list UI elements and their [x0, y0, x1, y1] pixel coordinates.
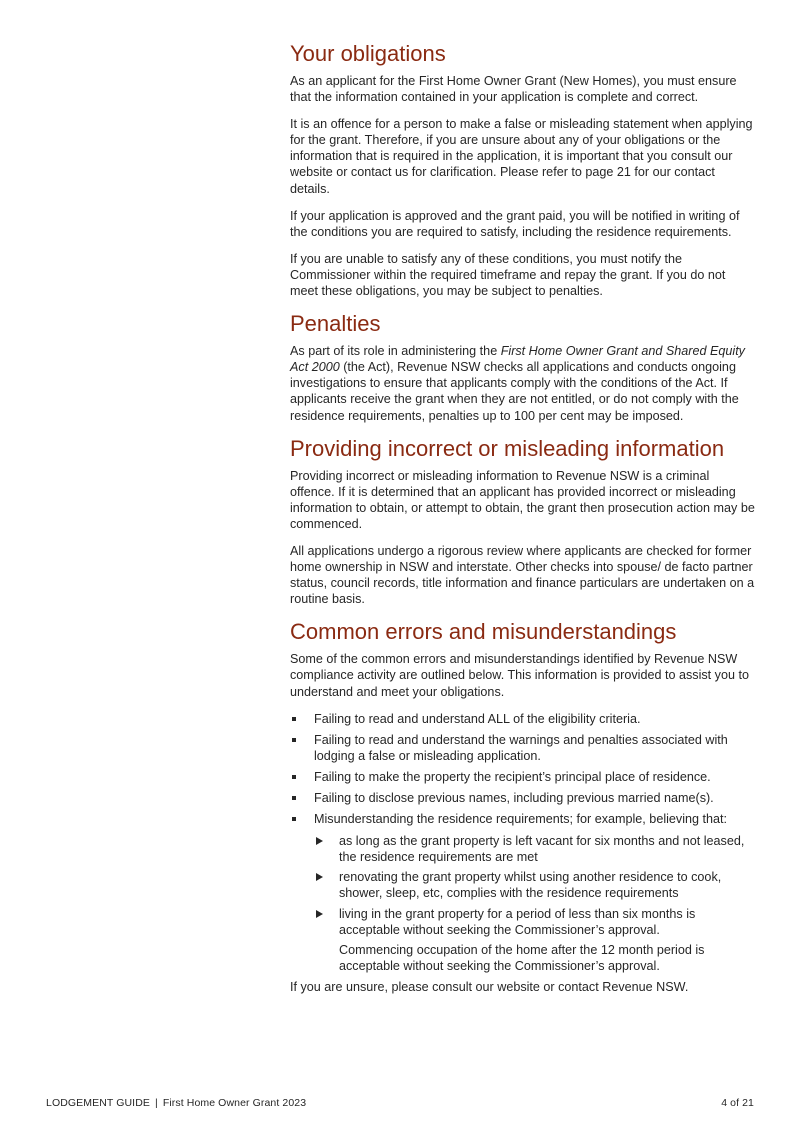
sub-list-item: [314, 833, 756, 865]
obligations-paragraph-3: If your application is approved and the grant paid, you will be notified in writing of the conditions you are required to satisfy, including the residence requirements.: [290, 208, 740, 239]
square-bullet-icon: [292, 775, 296, 779]
list-item: [290, 732, 756, 764]
list-item-text: Failing to make the property the recipient’s principal place of residence.: [314, 769, 711, 784]
heading-obligations: Your obligations: [290, 41, 446, 66]
square-bullet-icon: [292, 738, 296, 742]
list-item-text: Failing to disclose previous names, including previous married name(s).: [314, 791, 714, 805]
footer-separator: |: [155, 1097, 158, 1109]
section-errors: [290, 618, 756, 995]
sub-list-item-text: renovating the grant property whilst using another residence to cook, shower, sleep, etc, complies with the residence requirements: [339, 870, 722, 901]
square-bullet-icon: [292, 717, 296, 721]
obligations-paragraph-2: It is an offence for a person to make a false or misleading statement when applying for the grant. Therefore, if you are unsure about any of your obligations or the information that is required in the application, it is important that you consult our website or contact us for clarification. Please refer to page 21 for our contact details.: [290, 117, 753, 196]
sub-list-item: [314, 869, 756, 901]
closing-note: If you are unsure, please consult our website or contact Revenue NSW.: [290, 979, 689, 994]
footer-guide-label: LODGEMENT GUIDE: [46, 1097, 150, 1109]
act-name: First Home Owner Grant and Shared Equity Act 2000: [290, 344, 745, 375]
obligations-paragraph-4: If you are unable to satisfy any of these conditions, you must notify the Commissioner within the required timeframe and repay the grant. If you do not meet these obligations, you may be subject to penalties.: [290, 251, 726, 299]
list-item-text: Misunderstanding the residence requirements; for example, believing that:: [314, 812, 728, 827]
heading-penalties: Penalties: [290, 311, 381, 337]
errors-list: [290, 711, 756, 974]
triangle-bullet-icon: [316, 837, 323, 845]
list-item: [290, 811, 756, 974]
page-number: 4 of 21: [721, 1097, 754, 1109]
section-penalties: [290, 310, 756, 423]
obligations-paragraph-1: As an applicant for the First Home Owner Grant (New Homes), you must ensure that the information contained in your application is complete and correct.: [290, 74, 737, 105]
residence-misunderstandings-list: [314, 833, 756, 938]
list-item: [290, 769, 756, 785]
square-bullet-icon: [292, 796, 296, 800]
sub-list-item-text: as long as the grant property is left vacant for six months and not leased, the residence requirements are met: [339, 834, 745, 865]
triangle-bullet-icon: [316, 873, 323, 881]
heading-misleading: Providing incorrect or misleading information: [290, 435, 725, 461]
list-item-text: Failing to read and understand the warnings and penalties associated with lodging a false or misleading application.: [314, 732, 728, 763]
list-item: [290, 790, 756, 806]
errors-intro: Some of the common errors and misunderstandings identified by Revenue NSW compliance activity are outlined below. This information is provided to assist you to understand and meet your obligations.: [290, 652, 749, 699]
section-misleading: [290, 435, 756, 608]
triangle-bullet-icon: [316, 910, 323, 918]
misleading-paragraph-1: Providing incorrect or misleading information to Revenue NSW is a criminal offence. If it is determined that an applicant has provided incorrect or misleading information to obtain, or attempt to obtain, the grant then prosecution action may be commenced.: [290, 468, 755, 531]
footer-title: [46, 1097, 306, 1109]
penalties-text-end: (the Act), Revenue NSW checks all applications and conducts ongoing investigations to ensure that applicants comply with the conditions of the Act. If applicants receive the grant when they are not entitled, or do not comply with the residence requirements, penalties up to 100 per cent may be imposed.: [290, 360, 739, 423]
misleading-paragraph-2: All applications undergo a rigorous review where applicants are checked for former home ownership in NSW and interstate. Other checks into spouse/ de facto partner status, council records, title information and finance particulars are undertaken on a routine basis.: [290, 543, 755, 607]
sub-list-item-text: living in the grant property for a period of less than six months is acceptable without seeking the Commissioner’s approval.: [339, 906, 696, 937]
page-content: [290, 40, 756, 1006]
list-item-text: Failing to read and understand ALL of the eligibility criteria.: [314, 711, 641, 726]
square-bullet-icon: [292, 817, 296, 821]
section-obligations: [290, 40, 756, 299]
footer-document-title: First Home Owner Grant 2023: [162, 1097, 307, 1109]
sub-list-continuation: Commencing occupation of the home after the 12 month period is acceptable without seeking the Commissioner’s approval.: [339, 942, 705, 973]
penalties-text-start: As part of its role in administering the: [290, 344, 501, 359]
penalties-paragraph-1: [290, 343, 756, 423]
list-item: [290, 711, 756, 727]
sub-list-item: [314, 906, 756, 938]
heading-errors: Common errors and misunderstandings: [290, 619, 677, 645]
